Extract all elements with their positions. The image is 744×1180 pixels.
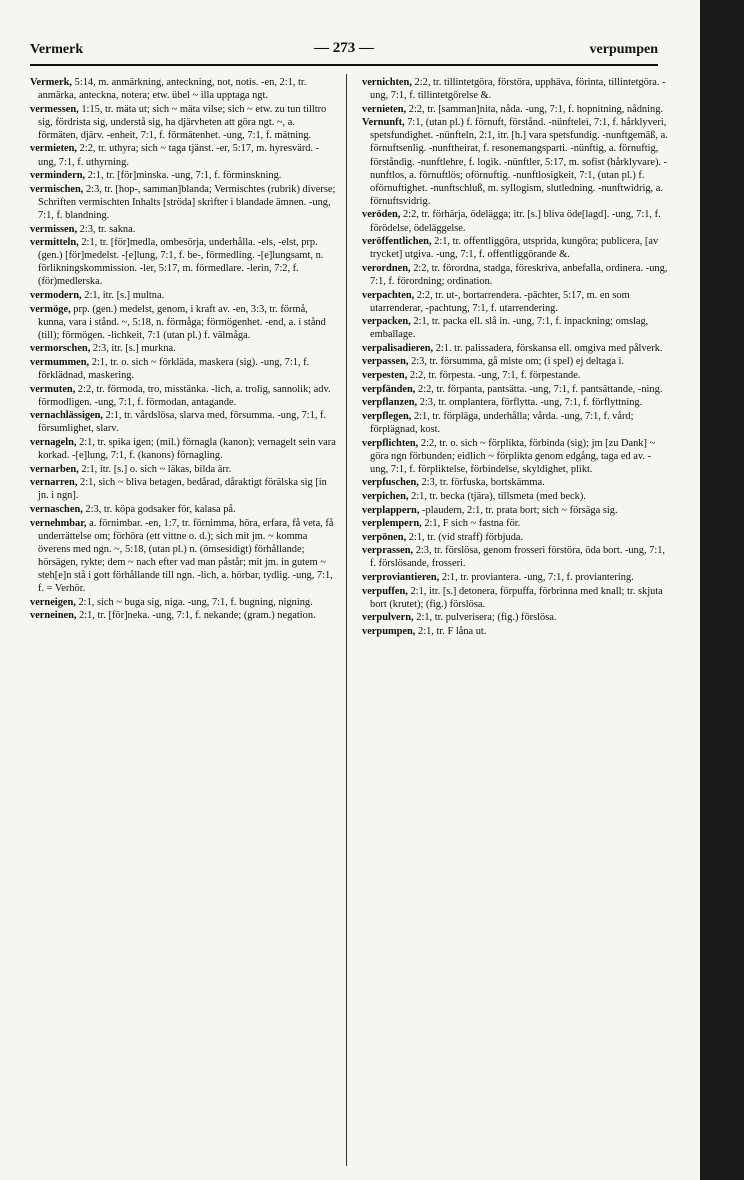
entry-headword: veröden, xyxy=(362,209,401,221)
right-column xyxy=(362,76,668,638)
dictionary-entry xyxy=(362,103,668,116)
entry-headword: verproviantieren, xyxy=(362,571,440,583)
entry-headword: vernieten, xyxy=(362,103,407,115)
entry-headword: vermindern, xyxy=(30,170,86,182)
entry-definition: 2:2, tr. förmoda, tro, misstänka. -lich, a. trolig, sannolik; adv. förmodligen. -ung, 7:1, f. förmodan, antagande. xyxy=(38,383,331,408)
entry-headword: vernarben, xyxy=(30,463,79,475)
dictionary-entry xyxy=(362,208,668,234)
entry-definition: 1:15, tr. mäta ut; sich ~ mäta vilse; sich ~ etw. zu tun tilltro sig, fördrista sig, understå sig, ha djärvheten att göra ngt. ~, a. förmäten, djärv. -enheit, 7:1, f. förmätenhet. -ung, 7:1, f. mätning. xyxy=(38,103,327,141)
entry-headword: vermorschen, xyxy=(30,343,91,355)
entry-definition: 2:1, tr. [för]neka. -ung, 7:1, f. nekande; (gram.) negation. xyxy=(76,610,316,622)
column-divider xyxy=(346,74,347,1166)
dictionary-entry xyxy=(362,383,668,396)
header-first-word: Vermerk xyxy=(30,42,84,57)
entry-definition: 2:3, tr. förslösa, genom frosseri förstöra, öda bort. -ung, 7:1, f. förslösande, frosseri. xyxy=(370,545,666,570)
entry-headword: vermöge, xyxy=(30,303,71,315)
dictionary-entry xyxy=(30,76,336,102)
entry-definition: 2:1, tr. spika igen; (mil.) förnagla (kanon); vernagelt sein vara korkad. -[e]lung, 7:1, f. (kanons) förnagling. xyxy=(38,437,336,462)
dictionary-entry xyxy=(362,235,668,261)
entry-definition: a. förnimbar. -en, 1:7, tr. förnimma, höra, erfara, få veta, få underrättelse om; förhöra (ett vittne o. d.); sich mit jm. ~ komma överens med ngn. ~, 5:18, (utan pl.) n. (ömsesidigt) förhållande; hörsägen, rykte; dem ~ nach efter vad man påstår; mit jm. in gutem ~ steh[e]n stå i gott förhållande till ngn. -lich, a. hörbar, tydlig. -ung, 7:1, f. = Verhör. xyxy=(38,517,334,595)
dictionary-entry xyxy=(30,223,336,236)
entry-headword: verpesten, xyxy=(362,370,408,382)
entry-definition: 2:1, tr. förpläga, underhålla; vårda. -ung, 7:1, f. vård; förplägnad, kost. xyxy=(370,410,634,435)
entry-headword: verprassen, xyxy=(362,545,414,557)
entry-definition: 7:1, (utan pl.) f. förnuft, förstånd. -nünftelei, 7:1, f. hårklyveri, spetsfundighet. -nünfteln, 2:1, itr. [h.] vara spetsfundig. -nunftgemäß, a. förnuftsenlig. -nunftheirat, f. resonemangsparti. -nünftig, a. förnuftig, förståndig. -nunftlehre, f. logik. -nünftler, 5:17, m. sofist (hårklyvare). -nunftlos, a. förnuftlös; oförnuftig. -nunftlosigkeit, 7:1, (utan pl.) f. oförnuftighet. -nunftschluß, m. syllogism, slutledning. -nunftwidrig, a. förnuftsvidrig. xyxy=(370,117,668,207)
entry-headword: veröffentlichen, xyxy=(362,236,432,248)
entry-headword: verpfänden, xyxy=(362,383,416,395)
dictionary-entry xyxy=(30,596,336,609)
dictionary-entry xyxy=(30,503,336,516)
entry-headword: vernachlässigen, xyxy=(30,410,104,422)
dictionary-entry xyxy=(362,625,668,638)
dictionary-entry xyxy=(30,476,336,502)
dictionary-entry xyxy=(362,262,668,288)
dictionary-entry xyxy=(30,356,336,382)
entry-definition: 2:2, tr. förpesta. -ung, 7:1, f. förpestande. xyxy=(407,370,581,382)
dictionary-entry xyxy=(362,116,668,208)
dictionary-entry xyxy=(30,183,336,222)
entry-headword: vermessen, xyxy=(30,103,79,115)
entry-definition: 2:1, tr. [för]minska. -ung, 7:1, f. förminskning. xyxy=(85,170,282,182)
dictionary-entry xyxy=(362,396,668,409)
entry-headword: verneigen, xyxy=(30,596,76,608)
entry-headword: Vermerk, xyxy=(30,77,73,88)
dictionary-entry xyxy=(362,611,668,624)
entry-headword: vermitteln, xyxy=(30,237,79,249)
entry-definition: 2:3, tr. [hop-, samman]blanda; Vermischtes (rubrik) diverse; Schriften vermischten Inhalts [ströda] skrifter i blandade ämnen. -ung, 7:1, f. blandning. xyxy=(38,183,336,221)
dictionary-entry xyxy=(362,355,668,368)
entry-definition: 2:2, tr. ut-, bortarrendera. -pächter, 5:17, m. en som utarrenderar, -pachtung, 7:1, f. utarrendering. xyxy=(370,289,630,314)
dictionary-entry xyxy=(362,585,668,611)
entry-definition: 2:2, tr. [samman]nita, nåda. -ung, 7:1, f. hopnitning, nådning. xyxy=(406,103,663,115)
entry-definition: 2:3, tr. sakna. xyxy=(77,223,136,235)
dictionary-entry xyxy=(362,476,668,489)
entry-headword: vernichten, xyxy=(362,77,412,88)
entry-definition: 2:3, itr. [s.] murkna. xyxy=(90,343,176,355)
dictionary-entry xyxy=(30,289,336,302)
dictionary-entry xyxy=(30,383,336,409)
entry-definition: 2:1, tr. packa ell. slå in. -ung, 7:1, f. inpackning; omslag, emballage. xyxy=(370,316,649,341)
dictionary-entry xyxy=(362,369,668,382)
dictionary-entry xyxy=(362,76,668,102)
entry-headword: vermissen, xyxy=(30,223,78,235)
entry-headword: vermummen, xyxy=(30,356,90,368)
entry-headword: verpulvern, xyxy=(362,612,414,624)
entry-definition: 2:1, tr. offentliggöra, utsprida, kungöra; publicera, [av trycket] utgiva. -ung, 7:1, f. offentliggörande &. xyxy=(370,236,659,261)
dictionary-entry xyxy=(362,437,668,476)
entry-definition: 2:1, tr. pulverisera; (fig.) förslösa. xyxy=(413,612,557,624)
dictionary-entry xyxy=(30,142,336,168)
entry-definition: prp. (gen.) medelst, genom, i kraft av. -en, 3:3, tr. förmå, kunna, vara i stånd. ~, 5:18, n. förmåga; förmögenhet. -end, a. i stånd (till); förmögen. -lichkeit, 7:1 (utan pl.) f. välmåga. xyxy=(38,303,326,341)
entry-definition: -plaudern, 2:1, tr. prata bort; sich ~ försäga sig. xyxy=(419,504,618,516)
entry-definition: 2:2, tr. förordna, stadga, föreskriva, anbefalla, ordinera. -ung, 7:1, f. förordning; ordination. xyxy=(370,262,668,287)
entry-headword: verpalisadieren, xyxy=(362,342,434,354)
dictionary-entry xyxy=(362,531,668,544)
entry-headword: vermodern, xyxy=(30,290,82,301)
dictionary-entry xyxy=(362,504,668,517)
dictionary-entry xyxy=(30,303,336,342)
dictionary-entry xyxy=(362,490,668,503)
dictionary-entry xyxy=(30,436,336,462)
entry-headword: vermieten, xyxy=(30,143,78,155)
entry-definition: 2:2, tr. förhärja, ödelägga; itr. [s.] bliva öde[lagd]. -ung, 7:1, f. förödelse, ödeläggelse. xyxy=(370,209,661,234)
dictionary-entry xyxy=(30,517,336,596)
dictionary-entry xyxy=(30,342,336,355)
entry-headword: verpachten, xyxy=(362,289,415,301)
dictionary-entry xyxy=(30,169,336,182)
dictionary-entry xyxy=(362,410,668,436)
entry-headword: Vernunft, xyxy=(362,117,405,129)
entry-definition: 2:1, tr. proviantera. -ung, 7:1, f. proviantering. xyxy=(439,571,634,583)
entry-headword: verpfuschen, xyxy=(362,477,419,489)
entry-definition: 2:1, itr. [s.] o. sich ~ läkas, bilda ärr. xyxy=(78,463,232,475)
entry-headword: verpönen, xyxy=(362,531,407,543)
entry-headword: verpassen, xyxy=(362,356,409,368)
entry-definition: 5:14, m. anmärkning, anteckning, not, notis. -en, 2:1, tr. anmärka, anteckna, notera; etw. übel ~ illa upptaga ngt. xyxy=(38,77,307,102)
entry-definition: 2:1, itr. [s.] multna. xyxy=(81,290,165,301)
dictionary-entry xyxy=(362,517,668,530)
entry-headword: verordnen, xyxy=(362,262,411,274)
entry-definition: 2:1, tr. (vid straff) förbjuda. xyxy=(406,531,524,543)
entry-definition: 2:1, tr. F låna ut. xyxy=(415,625,487,637)
dictionary-entry xyxy=(362,289,668,315)
entry-headword: verpflegen, xyxy=(362,410,412,422)
entry-definition: 2:3, tr. förfuska, bortskämma. xyxy=(418,477,545,489)
entry-headword: verpichen, xyxy=(362,490,409,502)
entry-headword: verneinen, xyxy=(30,610,77,622)
entry-definition: 2:3, tr. köpa godsaker för, kalasa på. xyxy=(82,504,236,515)
entry-definition: 2:2, tr. förpanta, pantsätta. -ung, 7:1, f. pantsättande, -ning. xyxy=(415,383,663,395)
entry-headword: vernarren, xyxy=(30,477,78,489)
left-column xyxy=(30,76,336,623)
dictionary-entry xyxy=(30,236,336,288)
entry-definition: 2:1, tr. becka (tjära), tillsmeta (med beck). xyxy=(408,490,586,502)
entry-definition: 2:1, tr. [för]medla, ombesörja, underhålla. -els, -elst, prp. (gen.) [för]medelst. -[e]lung, 7:1, f. be-, förmedling. -[e]lungsamt, n. förlikningskommission. -ler, 5:17, m. förmedlare. -lerin, 7:2, f. (för)medlerska. xyxy=(38,237,324,288)
dictionary-entry xyxy=(362,315,668,341)
entry-definition: 2:2, tr. tillintetgöra, förstöra, upphäva, förinta, tillintetgöra. -ung, 7:1, f. tillintetgörelse &. xyxy=(370,77,666,102)
header-last-word: verpumpen xyxy=(589,42,658,57)
dictionary-entry xyxy=(362,342,668,355)
entry-headword: verpumpen, xyxy=(362,625,416,637)
entry-headword: verpflichten, xyxy=(362,437,419,449)
entry-definition: 2:1. tr. palissadera, förskansa ell. omgiva med pålverk. xyxy=(433,342,663,354)
entry-headword: verplempern, xyxy=(362,518,422,530)
entry-definition: 2:2, tr. uthyra; sich ~ taga tjänst. -er, 5:17, m. hyresvärd. -ung, 7:1, f. uthyrning. xyxy=(38,143,320,168)
entry-headword: vernageln, xyxy=(30,437,77,449)
entry-headword: vermischen, xyxy=(30,183,84,195)
entry-definition: 2:1, F sich ~ fastna för. xyxy=(421,518,521,530)
entry-definition: 2:1, sich ~ buga sig, niga. -ung, 7:1, f. bugning, nigning. xyxy=(75,596,313,608)
dictionary-entry xyxy=(30,609,336,622)
entry-headword: vermuten, xyxy=(30,383,76,395)
entry-headword: verplappern, xyxy=(362,504,420,516)
entry-definition: 2:1, sich ~ bliva betagen, bedårad, dåraktigt förälska sig [in jn. i ngn]. xyxy=(38,477,327,502)
entry-definition: 2:1, tr. vårdslösa, slarva med, försumma. -ung, 7:1, f. försumlighet, slarv. xyxy=(38,410,327,435)
entry-headword: vernaschen, xyxy=(30,504,83,515)
entry-definition: 2:1, itr. [s.] detonera, förpuffa, förbrinna med knall; tr. skjuta bort (krutet); (fig.) förslösa. xyxy=(370,585,663,610)
page-header xyxy=(30,40,658,66)
entry-headword: verpuffen, xyxy=(362,585,408,597)
entry-definition: 2:1, tr. o. sich ~ förkläda, maskera (sig). -ung, 7:1, f. förklädnad, maskering. xyxy=(38,356,310,382)
entry-headword: vernehmbar, xyxy=(30,517,87,529)
dictionary-entry xyxy=(30,463,336,476)
dictionary-entry xyxy=(30,409,336,435)
entry-definition: 2:3, tr. omplantera, förflytta. -ung, 7:1, f. förflyttning. xyxy=(417,397,643,409)
entry-headword: verpflanzen, xyxy=(362,397,418,409)
page-number: — 273 — xyxy=(314,40,374,56)
entry-headword: verpacken, xyxy=(362,316,411,328)
entry-definition: 2:3, tr. försumma, gå miste om; (i spel) ej deltaga i. xyxy=(408,356,625,368)
dictionary-entry xyxy=(362,571,668,584)
dictionary-entry xyxy=(362,544,668,570)
entry-definition: 2:2, tr. o. sich ~ förplikta, förbinda (sig); jm [zu Dank] ~ göra ngn förbunden; eidlich ~ förplikta genom edgång, taga ed av. -ung, 7:1, f. förpliktelse, förbindelse, skyldighet, plikt. xyxy=(370,437,656,475)
dictionary-entry xyxy=(30,103,336,142)
